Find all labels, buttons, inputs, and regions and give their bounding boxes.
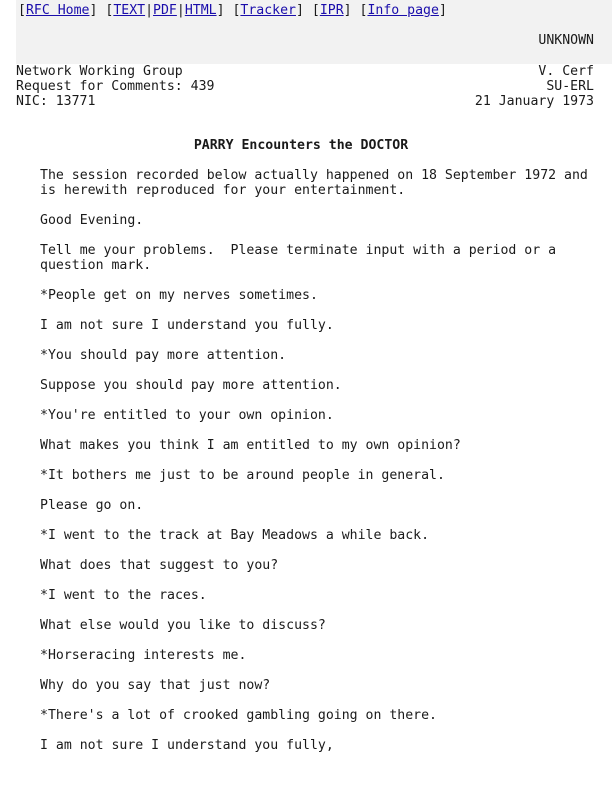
author: V. Cerf (538, 64, 594, 79)
paragraph: *You're entitled to your own opinion. (40, 408, 334, 423)
text-link[interactable]: TEXT (113, 3, 146, 18)
ipr-link[interactable]: IPR (319, 3, 344, 18)
document-title: PARRY Encounters the DOCTOR (193, 138, 409, 153)
paragraph: I am not sure I understand you fully. (40, 318, 334, 333)
paragraph: What makes you think I am entitled to my own opinion? (40, 438, 461, 453)
paragraph: Tell me your problems. Please terminate input with a period or a question mark. (40, 243, 557, 273)
publication-date: 21 January 1973 (474, 94, 594, 109)
organization: SU-ERL (546, 79, 594, 94)
paragraph: Good Evening. (40, 213, 144, 228)
info-page-link[interactable]: Info page (367, 3, 439, 18)
paragraph: *I went to the races. (40, 588, 207, 603)
paragraph: *You should pay more attention. (40, 348, 287, 363)
paragraph: The session recorded below actually happened on 18 September 1972 and is herewith reproduced for your entertainment. (40, 168, 588, 198)
paragraph: *It bothers me just to be around people in general. (40, 468, 445, 483)
nic-number: NIC: 13771 (16, 94, 96, 109)
paragraph: Why do you say that just now? (40, 678, 271, 693)
rfc-home-link[interactable]: RFC Home (25, 3, 90, 18)
meta-right (475, 64, 594, 109)
paragraph: What else would you like to discuss? (40, 618, 326, 633)
paragraph: *People get on my nerves sometimes. (40, 288, 318, 303)
paragraph: I am not sure I understand you fully, (40, 738, 334, 753)
paragraph: Please go on. (40, 498, 144, 513)
rfc-number: Request for Comments: 439 (16, 79, 215, 94)
pdf-link[interactable]: PDF (153, 3, 177, 18)
html-link[interactable]: HTML (184, 3, 217, 18)
rfc-nav-bar: [RFC Home] [TEXT|PDF|HTML] [Tracker] [IPR] [Info page] (18, 3, 447, 18)
paragraph: What does that suggest to you? (40, 558, 279, 573)
working-group: Network Working Group (16, 64, 183, 79)
paragraph: *There's a lot of crooked gambling going on there. (40, 708, 437, 723)
tracker-link[interactable]: Tracker (240, 3, 296, 18)
document-body (40, 168, 602, 768)
paragraph: *I went to the track at Bay Meadows a while back. (40, 528, 430, 543)
rfc-status: UNKNOWN (538, 33, 594, 48)
paragraph: *Horseracing interests me. (40, 648, 247, 663)
meta-left (16, 64, 215, 109)
paragraph: Suppose you should pay more attention. (40, 378, 342, 393)
